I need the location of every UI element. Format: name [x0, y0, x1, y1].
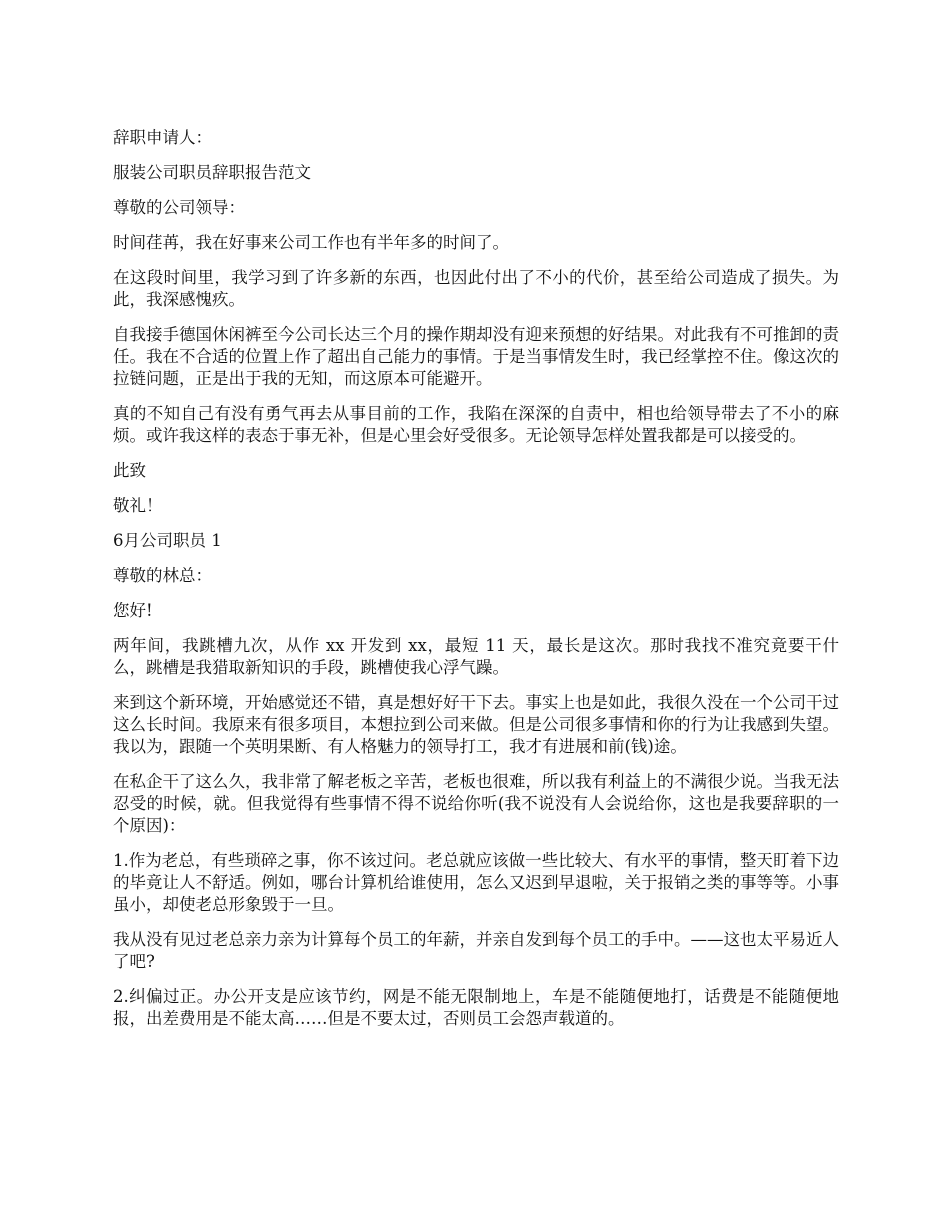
body-paragraph: 在这段时间里，我学习到了许多新的东西，也因此付出了不小的代价，甚至给公司造成了损失。为此，我深感愧疚。 [113, 268, 839, 309]
salutation: 尊敬的公司领导： [113, 198, 245, 217]
body-paragraph: 真的不知自己有没有勇气再去从事目前的工作，我陷在深深的自责中，相也给领导带去了不小的麻烦。或许我这样的表态于事无补，但是心里会好受很多。无论领导怎样处置我都是可以接受的。 [113, 404, 839, 445]
body-paragraph: 自我接手德国休闲裤至今公司长达三个月的操作期却没有迎来预想的好结果。对此我有不可推卸的责任。我在不合适的位置上作了超出自己能力的事情。于是当事情发生时，我已经掌控不住。像这次的拉链问题，正是出于我的无知，而这原本可能避开。 [113, 325, 839, 388]
greeting: 您好! [113, 601, 153, 620]
body-paragraph: 我从没有见过老总亲力亲为计算每个员工的年薪，并亲自发到每个员工的手中。——这也太平易近人了吧? [113, 930, 839, 971]
body-paragraph: 两年间，我跳槽九次，从作 xx 开发到 xx，最短 11 天，最长是这次。那时我找不准究竟要干什么，跳槽是我猎取新知识的手段，跳槽使我心浮气躁。 [113, 636, 839, 677]
closing-regards: 敬礼！ [113, 496, 163, 515]
numbered-point: 1.作为老总，有些琐碎之事，你不该过问。老总就应该做一些比较大、有水平的事情，整天盯着下边的毕竟让人不舒适。例如，哪台计算机给谁使用，怎么又迟到早退啦，关于报销之类的事等等。小事虽小，却使老总形象毁于一旦。 [113, 851, 839, 914]
body-paragraph: 来到这个新环境，开始感觉还不错，真是想好好干下去。事实上也是如此，我很久没在一个公司干过这么长时间。我原来有很多项目，本想拉到公司来做。但是公司很多事情和你的行为让我感到失望。我以为，跟随一个英明果断、有人格魅力的领导打工，我才有进展和前(钱)途。 [113, 693, 839, 756]
applicant-line: 辞职申请人： [113, 128, 212, 147]
body-paragraph: 时间荏苒，我在好事来公司工作也有半年多的时间了。 [113, 233, 509, 252]
salutation: 尊敬的林总： [113, 566, 212, 585]
document-body [113, 127, 839, 1043]
body-paragraph: 在私企干了这么久，我非常了解老板之辛苦，老板也很难，所以我有利益上的不满很少说。当我无法忍受的时候，就。但我觉得有些事情不得不说给你听(我不说没有人会说给你，这也是我要辞职的一个原因)： [113, 772, 839, 835]
signature-line: 6月公司职员 1 [113, 531, 222, 550]
numbered-point: 2.纠偏过正。办公开支是应该节约，网是不能无限制地上，车是不能随便地打，话费是不能随便地报，出差费用是不能太高……但是不要太过，否则员工会怨声载道的。 [113, 987, 839, 1028]
document-title: 服装公司职员辞职报告范文 [113, 163, 311, 182]
closing-line: 此致 [113, 461, 146, 480]
